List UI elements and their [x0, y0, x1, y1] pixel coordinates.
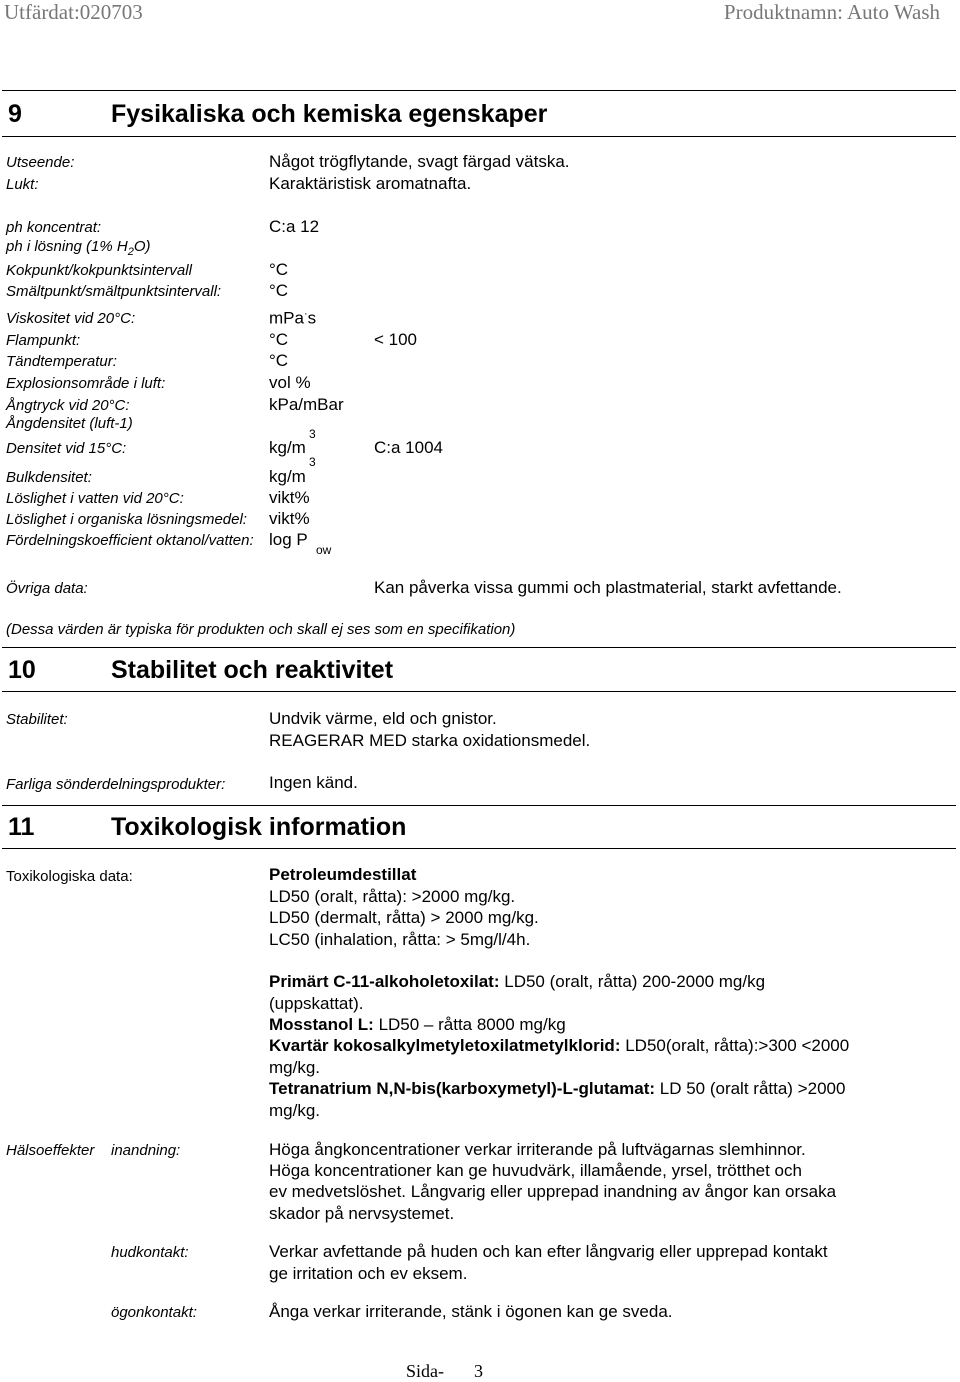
inhalation-label: inandning: [111, 1142, 181, 1159]
viscosity-label: Viskositet vid 20°C: [6, 310, 136, 327]
stability-line-1: Undvik värme, eld och gnistor. [269, 709, 497, 728]
appearance-label: Utseende: [6, 154, 75, 171]
primary-alcohol-ethoxylate: Primärt C-11-alkoholetoxilat: LD50 (oralt, råtta) 200-2000 mg/kg [269, 972, 766, 991]
health-effects-label: Hälsoeffekter [6, 1142, 95, 1159]
partition-coefficient-unit: log P [269, 530, 308, 549]
section-10-number: 10 [8, 656, 36, 684]
density-label: Densitet vid 15°C: [6, 440, 127, 457]
boiling-point-unit: °C [269, 260, 289, 279]
section-11-number: 11 [8, 813, 35, 841]
product-name: Produktnamn: Auto Wash [723, 0, 940, 24]
bulk-density-label: Bulkdensitet: [6, 469, 92, 486]
quaternary-compound-cont: mg/kg. [269, 1058, 321, 1077]
other-data-value: Kan påverka vissa gummi och plastmaterial, starkt avfettande. [374, 578, 842, 597]
section-9-top-rule [2, 90, 956, 91]
viscosity-unit: mPa·s [269, 308, 317, 328]
toxicological-data-label: Toxikologiska data: [6, 868, 133, 885]
primary-alcohol-ethoxylate-cont: (uppskattat). [269, 994, 364, 1013]
hazardous-products-value: Ingen känd. [269, 773, 358, 792]
eye-contact-label: ögonkontakt: [111, 1304, 197, 1321]
petroleum-ld50-oral: LD50 (oralt, råtta): >2000 mg/kg. [269, 887, 516, 906]
density-value: C:a 1004 [374, 438, 443, 457]
section-10-title: Stabilitet och reaktivitet [111, 656, 394, 684]
density-unit: kg/m [269, 438, 306, 457]
density-unit-exponent: 3 [309, 427, 316, 441]
inhalation-line-1: Höga ångkoncentrationer verkar irriterande på luftvägarnas slemhinnor. [269, 1140, 806, 1159]
skin-contact-label: hudkontakt: [111, 1244, 189, 1261]
mosstanol: Mosstanol L: LD50 – råtta 8000 mg/kg [269, 1015, 566, 1034]
melting-point-unit: °C [269, 281, 289, 300]
vapour-pressure-unit: kPa/mBar [269, 395, 344, 414]
vapour-pressure-label: Ångtryck vid 20°C: [6, 397, 130, 414]
ph-concentrate-label: ph koncentrat: [6, 219, 102, 236]
specification-note: (Dessa värden är typiska för produkten och skall ej ses som en specifikation) [6, 621, 516, 638]
flash-point-value: < 100 [374, 330, 418, 349]
section-10-top-rule [2, 647, 956, 648]
odor-value: Karaktäristisk aromatnafta. [269, 174, 472, 193]
partition-coefficient-label: Fördelningskoefficient oktanol/vatten: [6, 532, 254, 549]
petroleum-ld50-dermal: LD50 (dermalt, råtta) > 2000 mg/kg. [269, 908, 539, 927]
petroleum-heading: Petroleumdestillat [269, 865, 417, 884]
page-number: 3 [474, 1361, 483, 1381]
explosion-range-label: Explosionsområde i luft: [6, 375, 166, 392]
organic-solubility-unit: vikt% [269, 509, 310, 528]
stability-line-2: REAGERAR MED starka oxidationsmedel. [269, 731, 591, 750]
bulk-density-unit: kg/m [269, 467, 306, 486]
page-label: Sida- [406, 1361, 444, 1381]
vapour-density-label: Ångdensitet (luft-1) [6, 415, 133, 432]
issued-date: Utfärdat:020703 [4, 0, 143, 24]
partition-coefficient-subscript: ow [316, 543, 332, 557]
bulk-density-unit-exponent: 3 [309, 455, 316, 469]
section-11-title: Toxikologisk information [111, 813, 407, 841]
section-11-top-rule [2, 805, 956, 806]
other-data-label: Övriga data: [6, 580, 88, 597]
section-9-number: 9 [8, 100, 22, 128]
section-9-title: Fysikaliska och kemiska egenskaper [111, 100, 548, 128]
explosion-range-unit: vol % [269, 373, 311, 392]
inhalation-line-4: skador på nervsystemet. [269, 1204, 455, 1223]
inhalation-line-2: Höga koncentrationer kan ge huvudvärk, illamående, yrsel, trötthet och [269, 1161, 802, 1180]
tetrasodium-glutamate: Tetranatrium N,N-bis(karboxymetyl)-L-glutamat: LD 50 (oralt råtta) >2000 [269, 1079, 846, 1098]
appearance-value: Något trögflytande, svagt färgad vätska. [269, 152, 570, 171]
section-11-bottom-rule [2, 848, 956, 849]
inhalation-line-3: ev medvetslöshet. Långvarig eller upprepad inandning av ångor kan orsaka [269, 1182, 837, 1201]
water-solubility-label: Löslighet i vatten vid 20°C: [6, 490, 184, 507]
skin-contact-line-2: ge irritation och ev eksem. [269, 1264, 468, 1283]
boiling-point-label: Kokpunkt/kokpunktsintervall [6, 262, 192, 279]
skin-contact-line-1: Verkar avfettande på huden och kan efter långvarig eller upprepad kontakt [269, 1242, 828, 1261]
organic-solubility-label: Löslighet i organiska lösningsmedel: [6, 511, 247, 528]
ph-concentrate-value: C:a 12 [269, 217, 320, 236]
quaternary-compound: Kvartär kokosalkylmetyletoxilatmetylklorid: LD50(oralt, råtta):>300 <2000 [269, 1036, 850, 1055]
ignition-temp-unit: °C [269, 351, 289, 370]
hazardous-products-label: Farliga sönderdelningsprodukter: [6, 776, 226, 793]
section-9-bottom-rule [2, 136, 956, 137]
petroleum-lc50-inhalation: LC50 (inhalation, råtta: > 5mg/l/4h. [269, 930, 531, 949]
eye-contact-line-1: Ånga verkar irriterande, stänk i ögonen kan ge sveda. [269, 1302, 673, 1321]
melting-point-label: Smältpunkt/smältpunktsintervall: [6, 283, 222, 300]
tetrasodium-glutamate-cont: mg/kg. [269, 1101, 321, 1120]
section-10-bottom-rule [2, 691, 956, 692]
flash-point-unit: °C [269, 330, 289, 349]
flash-point-label: Flampunkt: [6, 332, 81, 349]
ph-solution-label: ph i lösning (1% $H_2O$) [6, 238, 151, 258]
water-solubility-unit: vikt% [269, 488, 310, 507]
ignition-temp-label: Tändtemperatur: [6, 353, 117, 370]
stability-label: Stabilitet: [6, 711, 68, 728]
odor-label: Lukt: [6, 176, 39, 193]
